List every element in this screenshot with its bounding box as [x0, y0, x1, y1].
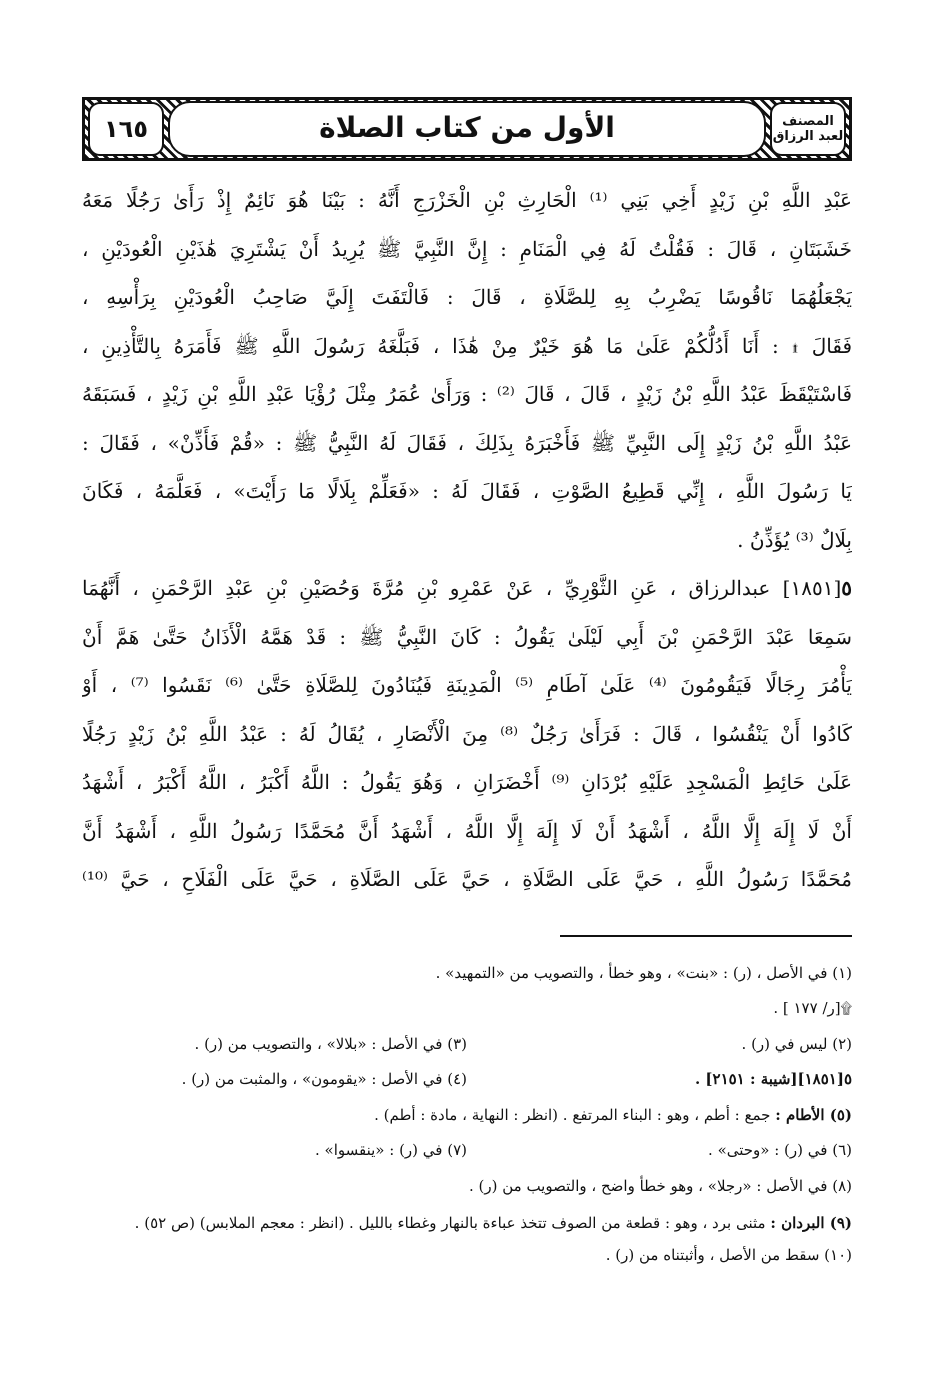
text-line [82, 564, 852, 613]
running-title: الأول من كتاب الصلاة [319, 111, 615, 144]
text-line: عَبْدُ اللَّهِ بْنُ زَيْدٍ إِلَى النَّبِيِّ ﷺ فَأَخْبَرَهُ بِذَلِكَ ، فَقَالَ لَهُ النَّبِيُّ ﷺ : «قُمْ فَأَذِّنْ» ، فَقَالَ : [82, 430, 852, 455]
text-line: كَادُوا أَنْ يَنْقُسُوا ، قَالَ : فَرَأَىٰ رَجُلٌ ⁽⁸⁾ مِنَ الْأَنْصَارِ ، يُقَالُ لَهُ : عَبْدُ اللَّهِ بْنُ زَيْدٍ رَجُلًا [82, 721, 852, 746]
page-number: ١٦٥ [104, 115, 148, 143]
footnote-10: (١٠) سقط من الأصل ، وأثبتناه من (ر) . [605, 1246, 852, 1265]
page-header [82, 97, 852, 161]
footnote-9-text: مثنى برد ، وهو : قطعة من الصوف تتخذ عباءة بالنهار وغطاء بالليل . (انظر : معجم الملابس) (ص ٥٢) . [134, 1213, 766, 1232]
footnote-5 [374, 1106, 852, 1124]
footnote-5-label: (٥) الأطام : [775, 1105, 852, 1124]
paragraph-2 [82, 564, 852, 904]
seal-line-1: المصنف [782, 114, 834, 129]
footnote-row [82, 1168, 852, 1204]
text-line: فَقَالَ ۩ : أَنَا أَدُلُّكُمْ عَلَىٰ مَا هُوَ خَيْرٌ مِنْ هَٰذَا ، فَبَلَّغَهُ رَسُولَ اللَّهِ ﷺ فَأَمَرَهُ بِالتَّأْذِينِ ، [82, 333, 852, 358]
footnote-row [82, 955, 852, 991]
text-line: يَجْعَلُهُمَا نَاقُوسًا يَضْرِبُ بِهِ لِلصَّلَاةِ ، قَالَ : فَالْتَفَتَ إِلَيَّ صَاحِبُ الْعُودَيْنِ بِرَأْسِهِ ، [82, 285, 852, 309]
footnote-row [82, 1097, 852, 1133]
page-number-badge [88, 102, 164, 156]
footnote-4: (٤) في الأصل : «يقومون» ، والمثبت من (ر) . [181, 1070, 467, 1089]
text-line: مُحَمَّدًا رَسُولُ اللَّهِ ، حَيَّ عَلَى الصَّلَاةِ ، حَيَّ عَلَى الصَّلَاةِ ، حَيَّ عَلَى الْفَلَاحِ ، حَيَّ ⁽¹⁰⁾ [82, 867, 852, 891]
text-line: يَأْمُرَ رِجَالًا فَيَقُومُونَ ⁽⁴⁾ عَلَىٰ آطَامِ ⁽⁵⁾ الْمَدِينَةِ فَيُنَادُونَ لِلصَّلَاةِ حَتَّىٰ ⁽⁶⁾ نَقَسُوا ⁽⁷⁾ ، أَوْ [82, 673, 852, 697]
footnote-7: (٧) في (ر) : «ينقسوا» . [315, 1141, 467, 1160]
footnote-row [82, 1026, 852, 1062]
footnote-6: (٦) في (ر) : «وحتى» . [708, 1141, 852, 1160]
footnote-row [82, 1133, 852, 1169]
header-title-cartouche [168, 101, 766, 157]
footnote-9-label: (٩) البردان : [770, 1213, 852, 1232]
text-line: أَنْ لَا إِلَهَ إِلَّا اللَّهُ ، أَشْهَدُ أَنْ لَا إِلَهَ إِلَّا اللَّهُ ، أَشْهَدُ أَنَّ مُحَمَّدًا رَسُولُ اللَّهِ ، أَشْهَدُ أَنَّ [82, 818, 852, 843]
footnote-row [82, 991, 852, 1027]
footnote-folio: ۩[ر/ ١٧٧ ] . [773, 999, 852, 1018]
footnote-row [82, 1062, 852, 1098]
hadith-marker: ٥ [841, 576, 852, 600]
text-line: يَا رَسُولَ اللَّهِ ، إِنِّي قَطِيعُ الصَّوْتِ ، فَقَالَ لَهُ : «فَعَلِّمْ بِلَالًا مَا رَأَيْتَ» ، فَعَلَّمَهُ ، فَكَانَ [82, 479, 852, 503]
footnote-1: (١) في الأصل ، (ر) : «بنت» ، وهو خطأ ، والتصويب من «التمهيد» . [435, 963, 852, 982]
footnote-8: (٨) في الأصل : «رجلا» ، وهو خطأ واضح ، والتصويب من (ر) . [468, 1176, 852, 1195]
footnote-9 [82, 1204, 852, 1238]
footnote-5-text: جمع : أطم ، وهو : البناء المرتفع . (انظر : النهاية ، مادة : أطم) . [374, 1105, 771, 1124]
text-line: سَمِعَا عَبْدَ الرَّحْمَنِ بْنَ أَبِي لَيْلَىٰ يَقُولُ : كَانَ النَّبِيُّ ﷺ : قَدْ هَمَّهُ الْأَذَانُ حَتَّىٰ هَمَّ أَنْ [82, 624, 852, 649]
footnote-3: (٣) في الأصل : «بلالا» ، والتصويب من (ر) . [194, 1034, 467, 1053]
main-text [82, 176, 852, 904]
text-line-content: [١٨٥١] عبدالرزاق ، عَنِ الثَّوْرِيِّ ، عَنْ عَمْرِو بْنِ مُرَّةَ وَحُصَيْنِ بْنِ عَبْدِ الرَّحْمَنِ ، أَنَّهُمَا [82, 576, 842, 600]
book-seal-logo [770, 102, 846, 156]
seal-line-2: لعبد الرزاق [772, 129, 844, 144]
text-line: خَشَبَتَانِ ، قَالَ : فَقُلْتُ لَهُ فِي الْمَنَامِ : إِنَّ النَّبِيَّ ﷺ يُرِيدُ أَنْ يَشْتَرِيَ هَٰذَيْنِ الْعُودَيْنِ ، [82, 236, 852, 261]
text-line: عَلَىٰ حَائِطِ الْمَسْجِدِ عَلَيْهِ بُرْدَانِ ⁽⁹⁾ أَخْضَرَانِ ، وَهُوَ يَقُولُ : اللَّهُ أَكْبَرُ ، اللَّهُ أَكْبَرُ ، أَشْهَدُ [82, 770, 852, 794]
paragraph-1 [82, 176, 852, 564]
text-line: عَبْدِ اللَّهِ بْنِ زَيْدٍ أَخِي بَنِي ⁽¹⁾ الْحَارِثِ بْنِ الْخَزْرَجِ أَنَّهُ : بَيْنَا هُوَ نَائِمٌ إِذْ رَأَىٰ رَجُلًا مَعَهُ [82, 188, 852, 212]
text-line: فَاسْتَيْقَظَ عَبْدُ اللَّهِ بْنُ زَيْدٍ ، قَالَ ، قَالَ ⁽²⁾ : وَرَأَىٰ عُمَرُ مِثْلَ رُؤْيَا عَبْدِ اللَّهِ بْنِ زَيْدٍ ، فَسَبَقَهُ [82, 382, 852, 406]
footnote-source: ٥[١٨٥١][شيبة : ٢١٥١] . [694, 1070, 852, 1089]
footnote-divider [560, 935, 852, 937]
footnotes [82, 955, 852, 1273]
footnote-2: (٢) ليس في (ر) . [741, 1034, 852, 1053]
text-line: بِلَالٌ ⁽³⁾ يُؤَذِّنُ . [737, 527, 852, 552]
footnote-row [82, 1238, 852, 1274]
